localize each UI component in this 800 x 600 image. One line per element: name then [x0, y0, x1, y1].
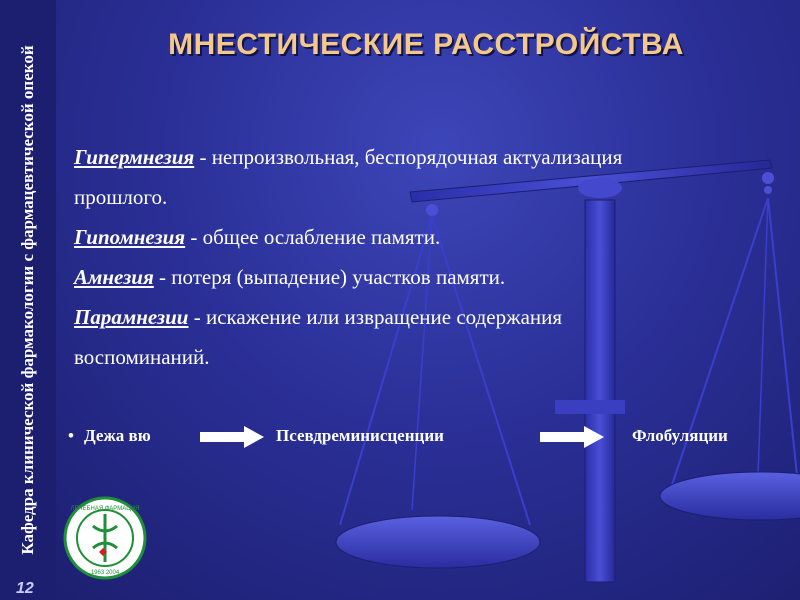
slide-title: МНЕСТИЧЕСКИЕ РАССТРОЙСТВА	[168, 28, 684, 61]
term: Амнезия	[74, 265, 154, 289]
arrow-right-icon	[540, 426, 604, 448]
scale-pillar-band	[555, 400, 625, 414]
definition-continuation: прошлого.	[74, 185, 168, 209]
definition-item	[74, 137, 784, 177]
term: Гипомнезия	[74, 225, 186, 249]
scale-right-pan	[660, 472, 800, 520]
definition-item	[74, 297, 784, 337]
definition-item	[74, 257, 784, 297]
flow-bullet: •	[68, 426, 74, 445]
definition-text: - искажение или извращение содержания	[188, 305, 563, 329]
department-name: Кафедра клинической фармакологии с фармацевтической опекой	[18, 45, 37, 555]
pharmacy-seal-logo	[63, 496, 147, 580]
flow-item-deja-vu: Дежа вю	[84, 426, 151, 445]
term: Гипермнезия	[74, 145, 195, 169]
flow-item-fabulations: Флобуляции	[632, 426, 728, 445]
svg-text:1963 2004: 1963 2004	[90, 570, 120, 576]
term: Парамнезии	[74, 305, 189, 329]
scale-left-pan	[336, 516, 540, 568]
definition-text: - потеря (выпадение) участков памяти.	[153, 265, 506, 289]
arrow-right-icon	[200, 426, 264, 448]
definition-text: - общее ослабление памяти.	[185, 225, 441, 249]
definition-item	[74, 217, 784, 257]
definition-text: - непроизвольная, беспорядочная актуализация	[194, 145, 623, 169]
page-number: 12	[16, 580, 34, 597]
svg-text:ЛЕЧЕБНАЯ ФАРМАЦИЯ: ЛЕЧЕБНАЯ ФАРМАЦИЯ	[70, 506, 140, 512]
flow-item-pseudoreminiscence: Псевдреминисценции	[276, 426, 444, 445]
sidebar	[0, 0, 56, 600]
definition-continuation: воспоминаний.	[74, 345, 210, 369]
definitions-list	[74, 137, 784, 377]
